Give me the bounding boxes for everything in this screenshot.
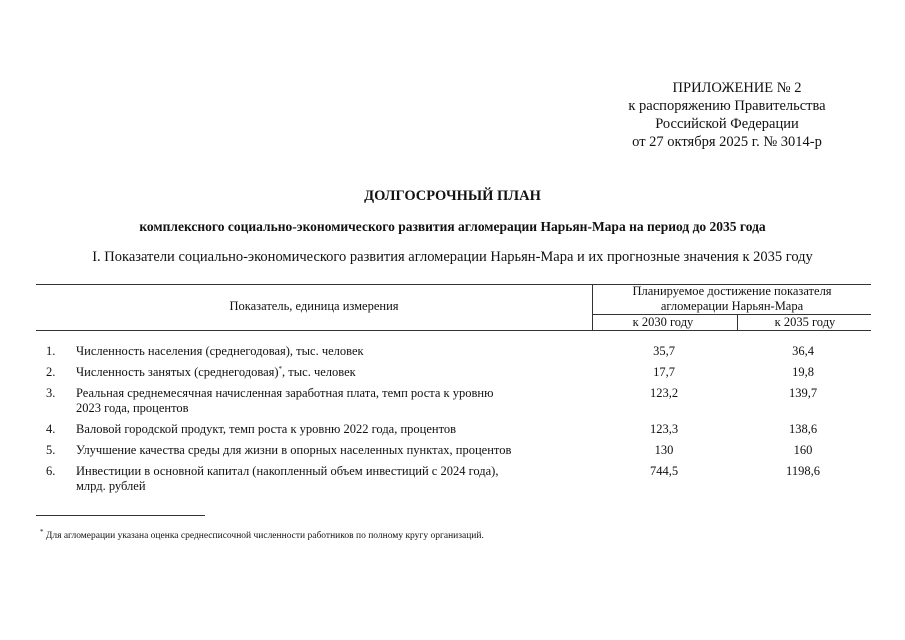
footnote-separator [36, 515, 205, 516]
row-number: 6. [46, 464, 56, 478]
annex-number: ПРИЛОЖЕНИЕ № 2 [672, 80, 802, 96]
footnote-mark: * [40, 527, 44, 536]
document-title: ДОЛГОСРОЧНЫЙ ПЛАН [364, 188, 541, 204]
row-value-2030: 35,7 [653, 344, 675, 358]
row-label: Численность населения (среднегодовая), тыс. человек [76, 344, 364, 358]
row-number: 1. [46, 344, 56, 358]
header-indicator: Показатель, единица измерения [229, 299, 399, 313]
row-label-line-1: Инвестиции в основной капитал (накопленный объем инвестиций с 2024 года), [76, 464, 499, 478]
row-label: Улучшение качества среды для жизни в опорных населенных пунктах, процентов [76, 443, 512, 457]
row-label [76, 464, 536, 493]
row-label [76, 365, 536, 380]
row-label-text: Численность занятых (среднегодовая) [76, 365, 279, 379]
annex-block [597, 79, 857, 151]
header-2035: к 2035 году [774, 315, 836, 329]
footnote-text: Для агломерации указана оценка среднесписочной численности работников по полному кругу организаций. [43, 531, 484, 541]
row-number: 3. [46, 386, 56, 400]
row-label-line-2: 2023 года, процентов [76, 400, 189, 415]
row-value-2030: 130 [654, 443, 674, 457]
row-number: 5. [46, 443, 56, 457]
row-label-line-2: млрд. рублей [76, 478, 146, 493]
row-value-2035: 19,8 [792, 365, 814, 379]
document-subtitle: комплексного социально-экономического развития агломерации Нарьян-Мара на период до 2035 года [139, 219, 766, 234]
row-value-2035: 36,4 [792, 344, 814, 358]
row-label [76, 386, 536, 415]
row-value-2030: 17,7 [653, 365, 675, 379]
table-header-bottom-rule [36, 330, 871, 331]
footnote [40, 527, 484, 541]
annex-line-1: к распоряжению Правительства [628, 98, 826, 114]
row-value-2035: 1198,6 [786, 464, 820, 478]
row-label-tail: , тыс. человек [282, 365, 356, 379]
footnote-ref: * [278, 364, 283, 373]
section-title: I. Показатели социально-экономического развития агломерации Нарьян-Мара и их прогнозные значения к 2035 году [92, 249, 813, 265]
row-number: 4. [46, 422, 56, 436]
row-value-2030: 123,3 [649, 422, 679, 436]
row-number: 2. [46, 365, 56, 379]
row-label-line-1: Реальная среднемесячная начисленная заработная плата, темп роста к уровню [76, 386, 494, 400]
header-2030: к 2030 году [632, 315, 694, 329]
row-value-2035: 160 [793, 443, 813, 457]
row-value-2030: 123,2 [649, 386, 679, 400]
row-value-2035: 138,6 [788, 422, 818, 436]
row-label: Валовой городской продукт, темп роста к уровню 2022 года, процентов [76, 422, 457, 436]
row-value-2035: 139,7 [788, 386, 818, 400]
row-value-2030: 744,5 [649, 464, 679, 478]
header-planned [593, 284, 871, 314]
header-planned-line-2: агломерации Нарьян-Мара [660, 299, 804, 313]
header-planned-line-1: Планируемое достижение показателя [632, 284, 832, 298]
annex-line-3: от 27 октября 2025 г. № 3014-р [632, 134, 822, 150]
annex-line-2: Российской Федерации [655, 116, 799, 132]
